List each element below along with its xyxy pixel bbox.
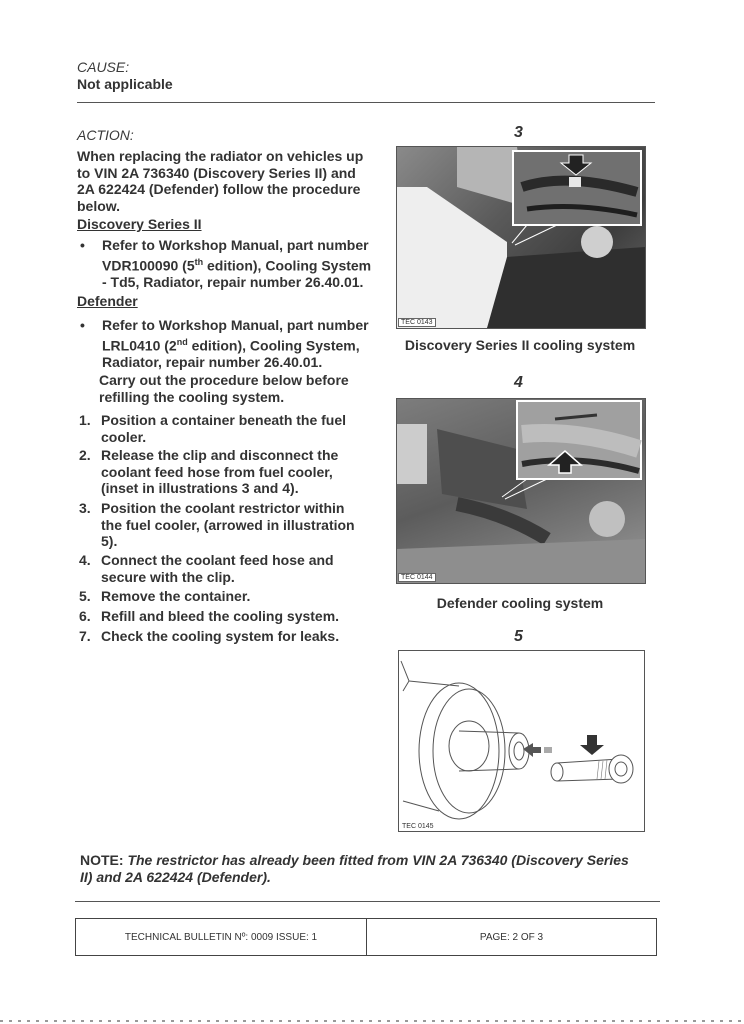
step-item: 1. Position a container beneath the fuel cooler.: [79, 412, 347, 445]
intro-line: When replacing the radiator on vehicles up: [77, 148, 364, 164]
engine-photo-illustration: [397, 399, 645, 583]
engine-photo-illustration: [397, 147, 645, 328]
action-intro: [77, 148, 377, 214]
bullet-line: LRL0410 (2nd edition), Cooling System,: [102, 336, 360, 354]
cause-value: Not applicable: [77, 76, 173, 92]
figure-caption: Defender cooling system: [436, 595, 604, 611]
figure-code: TEC 0144: [398, 573, 436, 582]
discovery-bullet: [77, 237, 371, 290]
bullet-line: Radiator, repair number 26.40.01.: [102, 353, 323, 370]
bulletin-number: TECHNICAL BULLETIN Nº: 0009 ISSUE: 1: [76, 919, 367, 955]
footer: [75, 918, 657, 956]
figure-caption: Discovery Series II cooling system: [404, 337, 636, 353]
intro-line: below.: [77, 197, 121, 214]
step-item: 4. Connect the coolant feed hose and secure with the clip.: [79, 552, 334, 585]
divider: [77, 102, 655, 103]
step-item: 7. Check the cooling system for leaks.: [79, 628, 340, 644]
bullet-line: Refer to Workshop Manual, part number: [102, 237, 369, 253]
note: [80, 852, 660, 886]
cause-label: CAUSE:: [77, 59, 130, 75]
defender-heading: Defender: [77, 293, 138, 309]
figure-code: TEC 0145: [402, 823, 434, 830]
divider: [75, 901, 660, 902]
defender-bullet: [77, 317, 369, 370]
figure-number: 5: [514, 628, 523, 645]
figure-3-photo: [396, 146, 646, 329]
bullet-icon: •: [80, 237, 85, 253]
step-item: 6. Refill and bleed the cooling system.: [79, 608, 340, 624]
intro-line: to VIN 2A 736340 (Discovery Series II) and: [77, 164, 356, 181]
figure-4-photo: [396, 398, 646, 584]
restrictor-diagram: [399, 651, 644, 831]
step-item: 2. Release the clip and disconnect the coolant feed hose from fuel cooler, (inset in illustrations 3 and 4).: [79, 447, 339, 496]
bullet-line: Refer to Workshop Manual, part number: [102, 317, 369, 333]
bullet-line: VDR100090 (5th edition), Cooling System: [102, 256, 372, 274]
carry-out-text: Carry out the procedure below before refilling the cooling system.: [99, 372, 349, 405]
note-label: NOTE:: [80, 852, 124, 868]
action-label: ACTION:: [77, 127, 134, 143]
figure-code: TEC 0143: [398, 318, 436, 327]
bullet-line: - Td5, Radiator, repair number 26.40.01.: [102, 273, 364, 290]
figure-number: 4: [514, 374, 523, 391]
discovery-heading: Discovery Series II: [77, 216, 202, 232]
note-text: II) and 2A 622424 (Defender).: [80, 869, 271, 885]
intro-line: 2A 622424 (Defender) follow the procedure: [77, 181, 361, 197]
step-item: 3. Position the coolant restrictor within the fuel cooler, (arrowed in illustration 5).: [79, 500, 355, 549]
bullet-icon: •: [80, 317, 85, 333]
scan-edge: [0, 1020, 744, 1022]
step-item: 5. Remove the container.: [79, 588, 251, 604]
figure-5-drawing: [398, 650, 645, 832]
figure-number: 3: [514, 124, 523, 141]
page-number: PAGE: 2 OF 3: [479, 931, 544, 943]
note-text: The restrictor has already been fitted from VIN 2A 736340 (Discovery Series: [123, 852, 629, 868]
